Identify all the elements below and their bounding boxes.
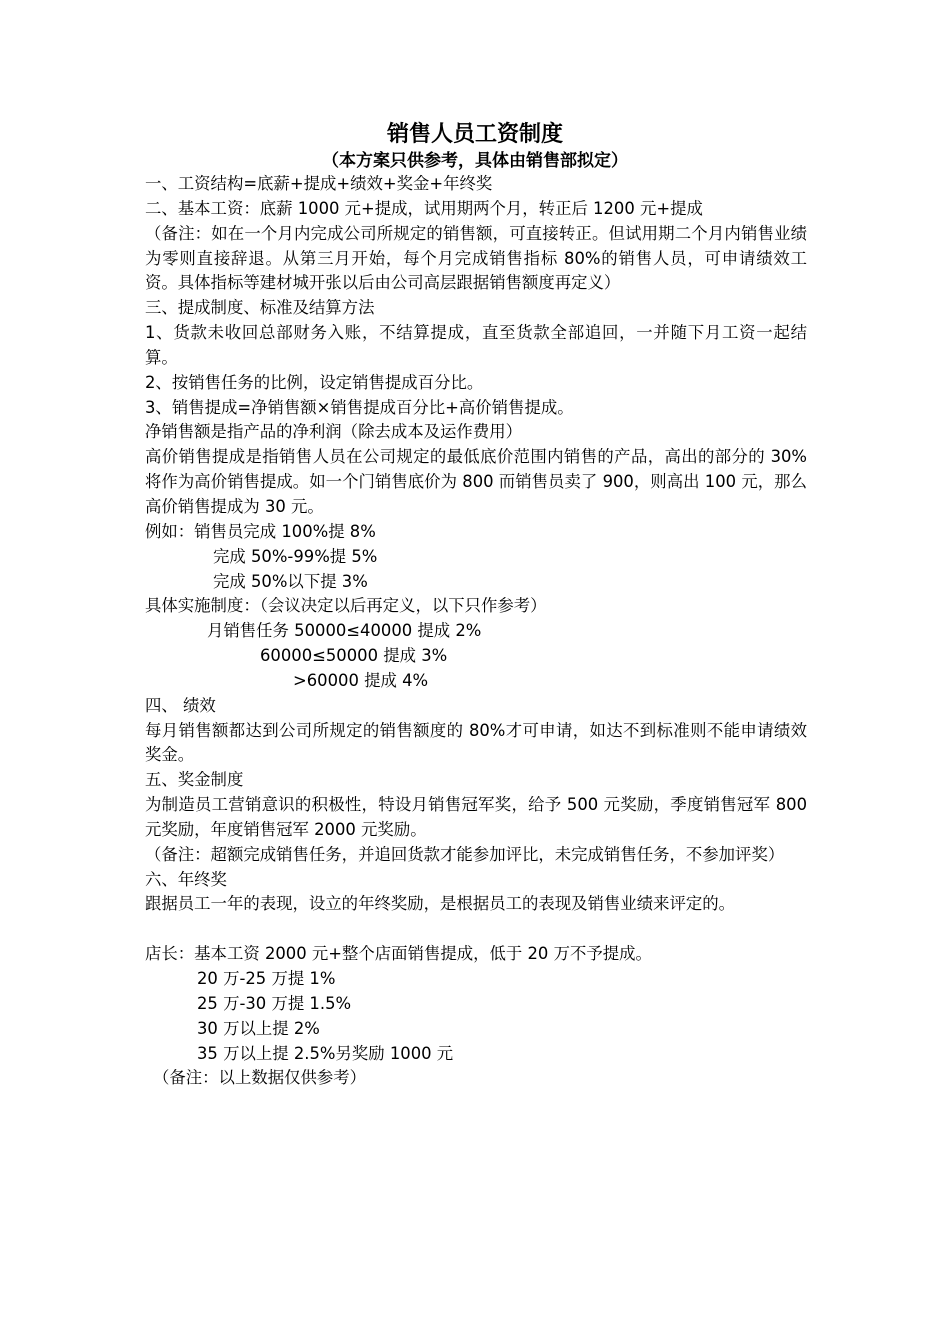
example-line-3: 完成 50%以下提 3% bbox=[213, 571, 368, 591]
tier-line-2: 60000≤50000 提成 3% bbox=[260, 646, 448, 666]
net-sales-definition: 净销售额是指产品的净利润（除去成本及运作费用） bbox=[145, 422, 522, 442]
document-body bbox=[145, 172, 807, 1091]
premium-commission-definition: 高价销售提成是指销售人员在公司规定的最低底价范围内销售的产品，高出的部分的 30%将作为高价销售提成。如一个门销售底价为 800 而销售员卖了 900，则高出 100 元，那么高价销售提成为 30 元。 bbox=[145, 447, 807, 516]
implementation-heading: 具体实施制度：（会议决定以后再定义，以下只作参考） bbox=[145, 596, 547, 616]
manager-tier-4: 35 万以上提 2.5%另奖励 1000 元 bbox=[197, 1043, 454, 1063]
manager-tier-1: 20 万-25 万提 1% bbox=[197, 969, 336, 988]
final-note: （备注：以上数据仅供参考） bbox=[153, 1068, 367, 1088]
section-performance-heading: 四、 绩效 bbox=[145, 695, 216, 715]
commission-rule-3: 3、销售提成=净销售额×销售提成百分比+高价销售提成。 bbox=[145, 397, 574, 417]
manager-salary-line: 店长：基本工资 2000 元+整个店面销售提成，低于 20 万不予提成。 bbox=[145, 944, 652, 964]
document-title: 销售人员工资制度 bbox=[386, 122, 563, 147]
example-line-1: 例如：销售员完成 100%提 8% bbox=[145, 521, 376, 541]
section-base-salary: 二、基本工资：底薪 1000 元+提成，试用期两个月，转正后 1200 元+提成 bbox=[145, 198, 703, 218]
document-subtitle: （本方案只供参考，具体由销售部拟定） bbox=[322, 151, 628, 171]
example-line-2: 完成 50%-99%提 5% bbox=[213, 546, 378, 566]
section-salary-structure: 一、工资结构=底薪+提成+绩效+奖金+年终奖 bbox=[145, 174, 493, 193]
section-commission-heading: 三、提成制度、标准及结算方法 bbox=[145, 298, 375, 318]
manager-tier-3: 30 万以上提 2% bbox=[197, 1018, 320, 1038]
year-end-text: 跟据员工一年的表现，设立的年终奖励，是根据员工的表现及销售业绩来评定的。 bbox=[145, 894, 736, 914]
section-year-end-heading: 六、年终奖 bbox=[145, 869, 227, 889]
bonus-note: （备注：超额完成销售任务，并追回货款才能参加评比，未完成销售任务，不参加评奖） bbox=[145, 844, 785, 864]
tier-line-3: >60000 提成 4% bbox=[293, 670, 429, 690]
blank-line bbox=[145, 917, 807, 942]
base-salary-note: （备注：如在一个月内完成公司所规定的销售额，可直接转正。但试用期二个月内销售业绩为零则直接辞退。从第三月开始，每个月完成销售指标 80%的销售人员，可申请绩效工资。具体指标等建材城开张以后由公司高层跟据销售额度再定义） bbox=[145, 223, 807, 293]
commission-rule-1: 1、货款未收回总部财务入账，不结算提成，直至货款全部追回，一并随下月工资一起结算。 bbox=[145, 323, 807, 367]
manager-tier-2: 25 万-30 万提 1.5% bbox=[197, 993, 352, 1013]
section-bonus-heading: 五、奖金制度 bbox=[145, 770, 244, 790]
performance-text: 每月销售额都达到公司所规定的销售额度的 80%才可申请，如达不到标准则不能申请绩效奖金。 bbox=[145, 720, 807, 765]
tier-line-1: 月销售任务 50000≤40000 提成 2% bbox=[207, 621, 482, 641]
bonus-text: 为制造员工营销意识的积极性，特设月销售冠军奖，给予 500 元奖励，季度销售冠军 800 元奖励，年度销售冠军 2000 元奖励。 bbox=[145, 795, 807, 839]
commission-rule-2: 2、按销售任务的比例，设定销售提成百分比。 bbox=[145, 372, 484, 392]
